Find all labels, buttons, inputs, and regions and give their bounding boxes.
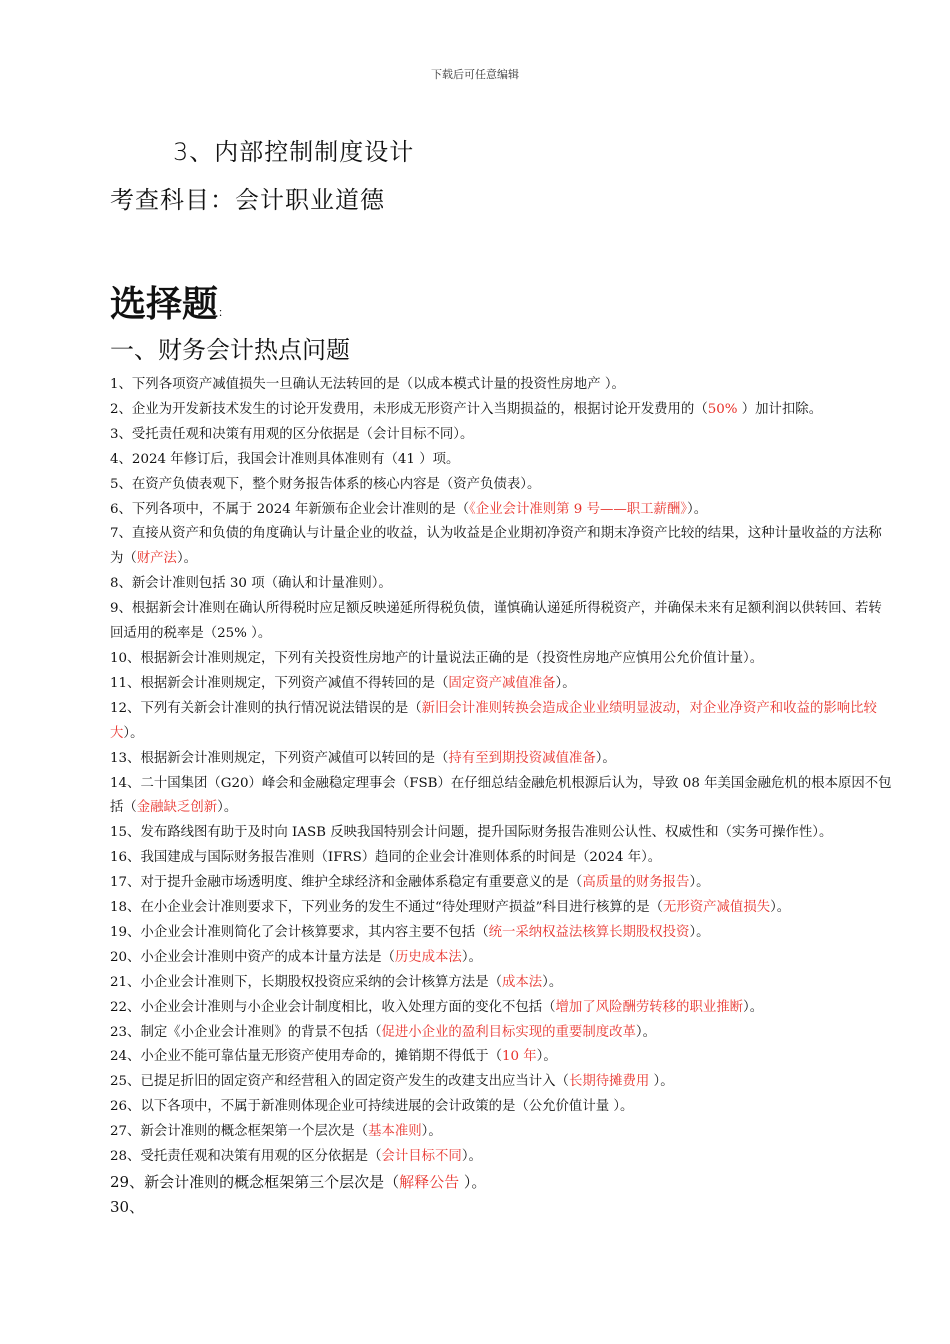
question-answer: 高质量的财务报告: [582, 875, 690, 891]
question-text-end: ）。: [687, 501, 708, 517]
question-answer: 历史成本法: [394, 949, 462, 965]
question-answer: 新旧会计准则转换会造成企业业绩明显波动，对企业净资产和收益的影响比较大: [110, 700, 877, 741]
question-number: 8、: [110, 576, 132, 592]
question-answer: 金融缺乏创新: [136, 800, 218, 816]
question-number: 2、: [110, 401, 132, 417]
question-text: 根据新会计准则在确认所得税时应足额反映递延所得税负债，谨慎确认递延所得税资产，并确保未来有足额利润以供转回、若转回适用的税率是（25% ）。: [110, 601, 882, 642]
question-number: 6、: [110, 501, 132, 517]
question-item: [110, 423, 892, 448]
question-text: 小企业会计准则与小企业会计制度相比，收入处理方面的变化不包括（: [140, 999, 556, 1015]
question-item: [110, 498, 892, 523]
question-item: [110, 921, 892, 946]
question-item: [110, 747, 892, 772]
question-number: 29、: [110, 1173, 145, 1191]
question-number: 4、: [110, 451, 132, 467]
question-answer: 固定资产减值准备: [448, 675, 556, 691]
question-text-end: ）。: [689, 924, 710, 940]
question-text-end: ）。: [649, 1074, 674, 1090]
course-title: 3、内部控制制度设计: [173, 138, 415, 166]
question-number: 17、: [110, 875, 141, 891]
question-number: 24、: [110, 1049, 141, 1065]
question-number: 7、: [110, 526, 132, 542]
question-text: 下列各项资产减值损失一旦确认无法转回的是（以成本模式计量的投资性房地产 ）。: [131, 377, 625, 392]
question-item: [110, 772, 892, 822]
question-text: 2024 年修订后，我国会计准则具体准则有（41 ）项。: [131, 451, 460, 467]
question-number: 10、: [110, 650, 141, 666]
question-item: [110, 572, 892, 597]
question-text: 小企业不能可靠估量无形资产使用寿命的，摊销期不得低于（: [140, 1049, 502, 1065]
question-text-end: ）。: [459, 1173, 487, 1191]
question-answer: 促进小企业的盈利目标实现的重要制度改革: [381, 1024, 636, 1040]
question-number: 5、: [110, 476, 132, 492]
question-answer: 会计目标不同: [381, 1149, 462, 1165]
question-answer: 无形资产减值损失: [662, 900, 771, 916]
question-list: [110, 373, 892, 1220]
question-number: 23、: [110, 1024, 141, 1040]
question-text-end: ）。: [770, 900, 791, 916]
question-answer: 成本法: [501, 974, 543, 990]
question-text-end: ）。: [542, 974, 563, 990]
question-number: 20、: [110, 949, 141, 965]
question-text-end: ）。: [461, 1149, 482, 1165]
question-item: [110, 896, 892, 921]
question-item: [110, 473, 892, 498]
part-title: 一、财务会计热点问题: [110, 336, 350, 364]
question-number: 1、: [110, 377, 132, 392]
question-text: 直接从资产和负债的角度确认与计量企业的收益，认为收益是企业期初净资产和期末净资产比较的结果，这种计量收益的方法称为（: [110, 526, 882, 567]
question-item: [110, 1120, 892, 1145]
question-item: [110, 1070, 892, 1095]
question-text: 根据新会计准则规定，下列资产减值不得转回的是（: [140, 675, 449, 691]
question-text-end: ）。: [743, 999, 764, 1015]
question-item: [110, 1170, 892, 1195]
question-answer: 《企业会计准则第 9 号——职工薪酬》: [469, 501, 687, 517]
question-text: 新会计准则包括 30 项（确认和计量准则）。: [131, 576, 392, 592]
question-text-end: ）。: [421, 1124, 442, 1140]
question-text: 根据新会计准则规定，下列有关投资性房地产的计量说法正确的是（投资性房地产应慎用公允价值计量）。: [140, 650, 764, 666]
question-item: [110, 1021, 892, 1046]
question-item: [110, 1195, 892, 1220]
question-number: 9、: [110, 601, 132, 617]
question-number: 16、: [110, 850, 141, 866]
question-text-end: ）。: [555, 675, 576, 691]
question-item: [110, 373, 892, 398]
question-item: [110, 996, 892, 1021]
question-item: [110, 672, 892, 697]
question-answer: 统一采纳权益法核算长期股权投资: [488, 924, 690, 940]
question-answer: 50%: [707, 401, 738, 417]
question-item: [110, 946, 892, 971]
question-text: 在小企业会计准则要求下，下列业务的发生不通过“待处理财产损益”科目进行核算的是（: [140, 900, 663, 916]
question-text: 以下各项中，不属于新准则体现企业可持续进展的会计政策的是（公允价值计量 ）。: [140, 1099, 634, 1115]
question-item: [110, 398, 892, 423]
question-number: 14、: [110, 775, 141, 791]
question-text: 小企业会计准则下，长期股权投资应采纳的会计核算方法是（: [140, 974, 502, 990]
question-number: 11、: [110, 675, 141, 691]
question-item: [110, 697, 892, 747]
question-number: 22、: [110, 999, 141, 1015]
question-answer: 财产法: [136, 551, 177, 567]
question-text: 制定《小企业会计准则》的背景不包括（: [140, 1024, 382, 1040]
question-item: [110, 1095, 892, 1120]
question-item: [110, 522, 892, 572]
question-answer: 基本准则: [368, 1124, 422, 1140]
question-text: 受托责任观和决策有用观的区分依据是（会计目标不同）。: [131, 426, 474, 442]
question-text: 已提足折旧的固定资产和经营租入的固定资产发生的改建支出应当计入（: [140, 1074, 569, 1090]
question-number: 12、: [110, 700, 141, 716]
section-title-colon: ：: [218, 306, 230, 319]
question-number: 21、: [110, 974, 141, 990]
question-text: 新会计准则的概念框架第一个层次是（: [140, 1124, 369, 1140]
subject-line: 考查科目：会计职业道德: [110, 186, 385, 214]
question-item: [110, 821, 892, 846]
section-title-text: 选择题: [110, 284, 219, 325]
question-answer: 解释公告: [399, 1173, 460, 1191]
question-text-end: ）。: [123, 725, 144, 741]
question-item: [110, 597, 892, 647]
question-text-end: ）。: [689, 875, 710, 891]
question-text-end: ）。: [536, 1049, 557, 1065]
page-header: 下载后可任意编辑: [431, 68, 519, 81]
question-text-end: ）。: [595, 750, 616, 766]
question-item: [110, 971, 892, 996]
question-text: 小企业会计准则中资产的成本计量方法是（: [140, 949, 395, 965]
question-number: 27、: [110, 1124, 141, 1140]
question-text: 我国建成与国际财务报告准则（IFRS）趋同的企业会计准则体系的时间是（2024 年）。: [140, 850, 662, 866]
question-item: [110, 1145, 892, 1170]
question-text-end: ）加计扣除。: [737, 401, 823, 417]
question-text-end: ）。: [635, 1024, 656, 1040]
question-text: 二十国集团（G20）峰会和金融稳定理事会（FSB）在仔细总结金融危机根源后认为，导致 08 年美国金融危机的根本原因不包括（: [110, 775, 892, 816]
question-item: [110, 647, 892, 672]
question-answer: 长期待摊费用: [568, 1074, 650, 1090]
question-text: 在资产负债表观下，整个财务报告体系的核心内容是（资产负债表）。: [131, 476, 541, 492]
question-number: 28、: [110, 1149, 141, 1165]
question-number: 13、: [110, 750, 141, 766]
section-title: [110, 276, 229, 327]
question-number: 18、: [110, 900, 141, 916]
question-number: 15、: [110, 825, 141, 841]
question-answer: 增加了风险酬劳转移的职业推断: [555, 999, 744, 1015]
question-text-end: ）。: [176, 551, 198, 567]
question-number: 3、: [110, 426, 132, 442]
question-answer: 持有至到期投资减值准备: [448, 750, 596, 766]
question-item: [110, 871, 892, 896]
question-number: 25、: [110, 1074, 141, 1090]
question-text: 下列有关新会计准则的执行情况说法错误的是（: [140, 700, 422, 716]
question-item: [110, 1045, 892, 1070]
question-text: 新会计准则的概念框架第三个层次是（: [144, 1173, 400, 1191]
question-number: 26、: [110, 1099, 141, 1115]
question-text: 对于提升金融市场透明度、维护全球经济和金融体系稳定有重要意义的是（: [140, 875, 583, 891]
question-number: 19、: [110, 924, 141, 940]
question-text: 发布路线图有助于及时向 IASB 反映我国特别会计问题，提升国际财务报告准则公认性、权威性和（实务可操作性）。: [140, 825, 833, 841]
question-item: [110, 846, 892, 871]
question-text: 根据新会计准则规定，下列资产减值可以转回的是（: [140, 750, 449, 766]
question-text-end: ）。: [217, 800, 238, 816]
question-number: 30、: [110, 1197, 145, 1216]
question-item: [110, 448, 892, 473]
question-text: 下列各项中，不属于 2024 年新颁布企业会计准则的是（: [131, 501, 470, 517]
question-text: 受托责任观和决策有用观的区分依据是（: [140, 1149, 382, 1165]
question-answer: 10 年: [501, 1049, 537, 1065]
question-text: 小企业会计准则简化了会计核算要求，其内容主要不包括（: [140, 924, 489, 940]
question-text: 企业为开发新技术发生的讨论开发费用，未形成无形资产计入当期损益的，根据讨论开发费用的（: [131, 401, 708, 417]
question-text-end: ）。: [461, 949, 482, 965]
